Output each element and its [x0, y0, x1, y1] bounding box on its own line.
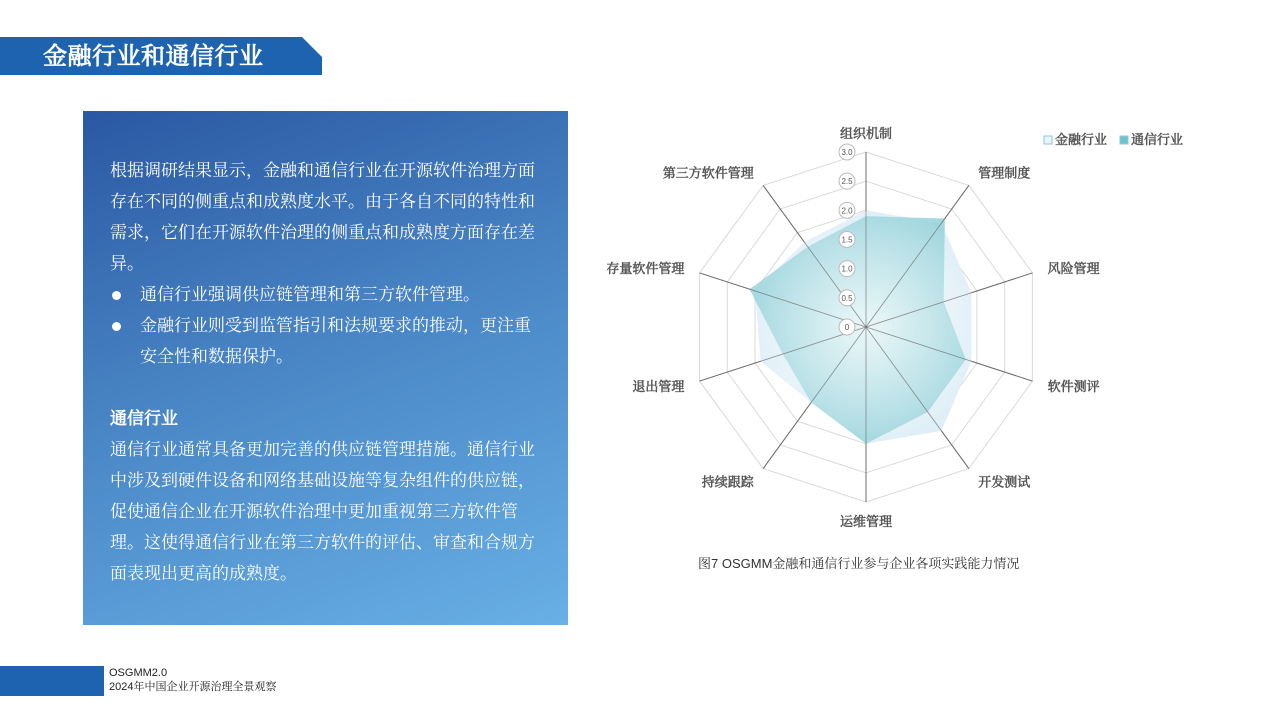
panel-content [110, 155, 545, 589]
radar-tick-label: 3.0 [841, 148, 853, 157]
bullet-item [110, 310, 545, 372]
radar-category-label: 软件测评 [1047, 379, 1100, 395]
radar-category-label: 管理制度 [978, 165, 1031, 181]
radar-category-label: 风险管理 [1047, 260, 1100, 276]
footer-line-2: 2024年中国企业开源治理全景观察 [109, 681, 277, 693]
radar-tick-label: 1.5 [841, 235, 853, 245]
radar-tick-label: 2.5 [841, 177, 853, 187]
radar-category-label: 存量软件管理 [606, 260, 685, 276]
radar-category-label: 持续跟踪 [701, 474, 754, 490]
footer-text [109, 666, 276, 694]
radar-category-label: 组织机制 [839, 126, 893, 141]
bullet-item [110, 279, 545, 310]
radar-tick-label: 2.0 [841, 206, 853, 216]
text-panel [83, 111, 568, 625]
bullet-dot-icon [112, 322, 121, 331]
legend-swatch [1120, 136, 1128, 144]
chart-caption: 图7 OSGMM金融和通信行业参与企业各项实践能力情况 [698, 556, 1020, 571]
radar-category-label: 开发测试 [978, 474, 1031, 490]
body-paragraph: 通信行业通常具备更加完善的供应链管理措施。通信行业中涉及到硬件设备和网络基础设施等复杂组件的供应链，促使通信企业在开源软件治理中更加重视第三方软件管理。这使得通信行业在第三方软件的评估、审查和合规方面表现出更高的成熟度。 [110, 440, 535, 583]
radar-category-label: 第三方软件管理 [662, 165, 754, 181]
legend-label: 金融行业 [1055, 132, 1108, 147]
bullet-text: 通信行业强调供应链管理和第三方软件管理。 [140, 285, 480, 304]
radar-tick-label: 0.5 [841, 293, 853, 303]
footer-bar [0, 666, 104, 696]
intro-paragraph: 根据调研结果显示，金融和通信行业在开源软件治理方面存在不同的侧重点和成熟度水平。由于各自不同的特性和需求，它们在开源软件治理的侧重点和成熟度方面存在差异。 [110, 161, 535, 273]
footer-line-1: OSGMM2.0 [109, 667, 168, 679]
page-title: 金融行业和通信行业 [43, 43, 264, 70]
radar-chart-svg [590, 110, 1230, 550]
bullet-text: 金融行业则受到监管指引和法规要求的推动，更注重安全性和数据保护。 [140, 316, 531, 366]
radar-tick-label: 1.0 [841, 264, 853, 274]
radar-category-label: 退出管理 [632, 379, 685, 395]
legend-label: 通信行业 [1131, 132, 1184, 147]
radar-chart [590, 110, 1230, 550]
radar-tick-label: 0 [844, 323, 850, 332]
radar-category-label: 运维管理 [839, 514, 893, 529]
bullet-dot-icon [112, 291, 121, 300]
legend-swatch [1044, 136, 1052, 144]
section-subheading: 通信行业 [110, 409, 178, 428]
